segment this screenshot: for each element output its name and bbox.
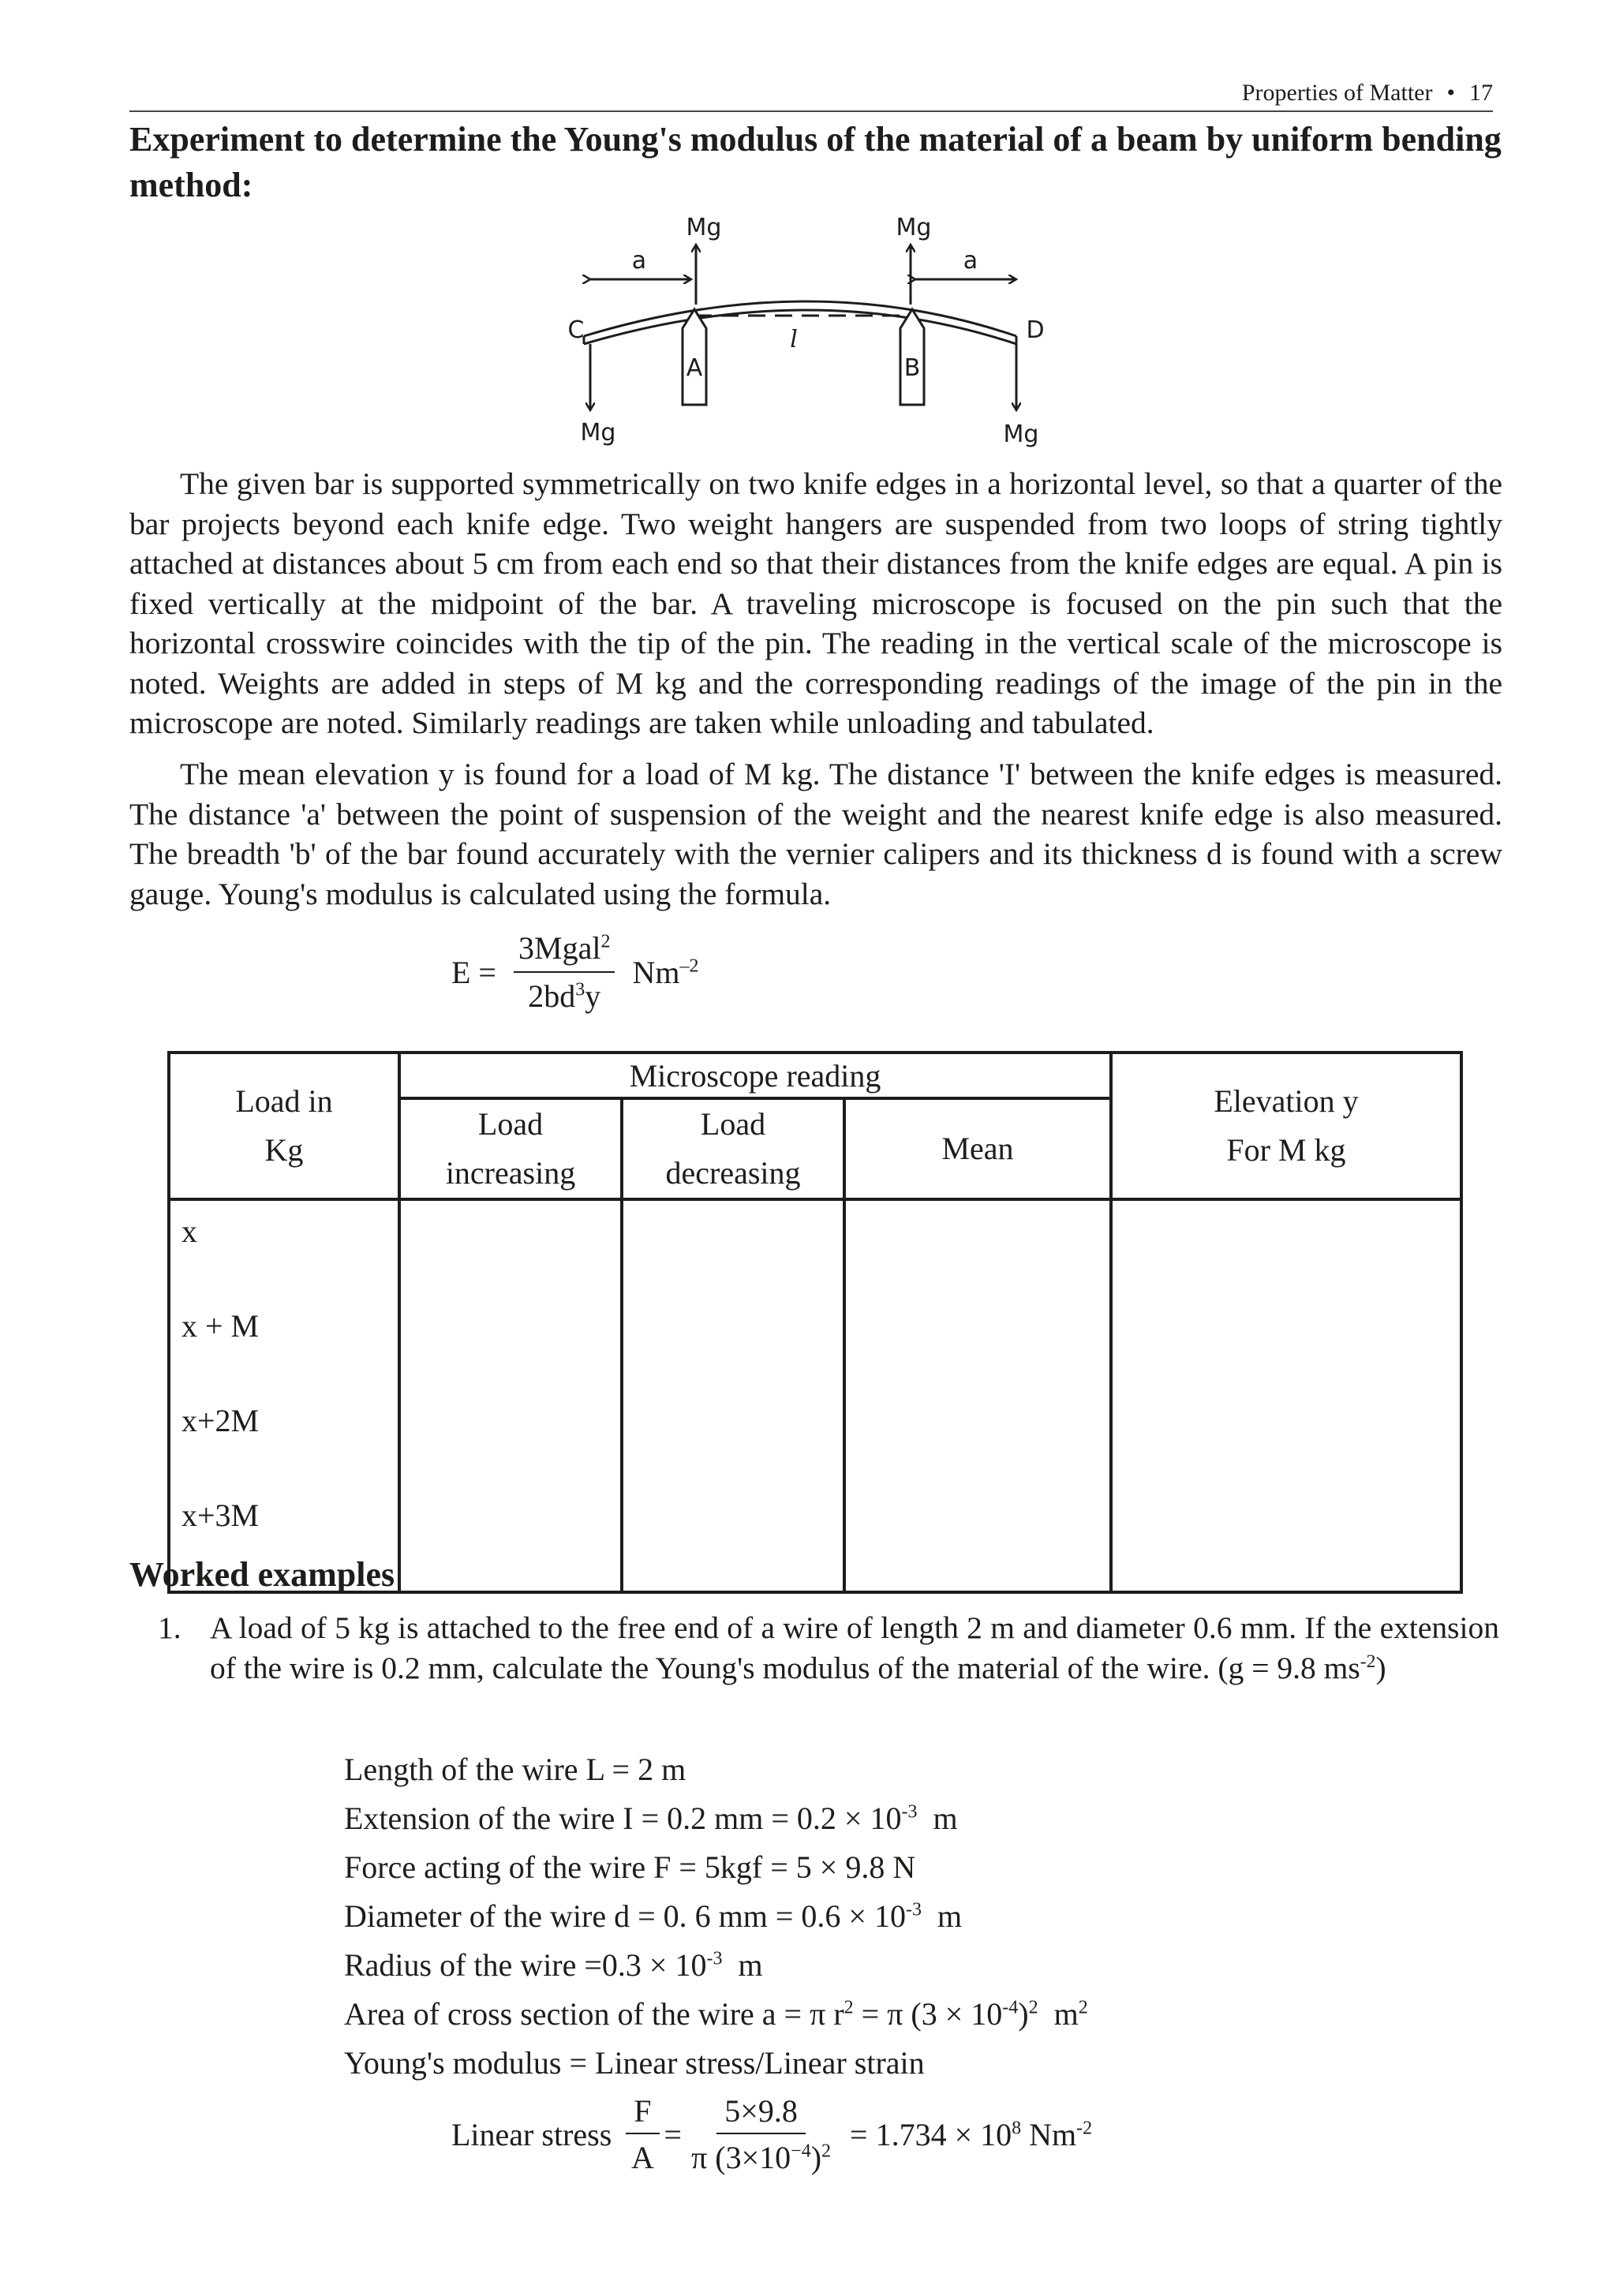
step-area: Area of cross section of the wire a = π $r^2 = \pi$ $(3 \times 10^{-4})^2$ $m^2$: [344, 1996, 1088, 2032]
formula-unit: $Nm^{-2}$: [632, 954, 699, 990]
formula-denominator: $2bd^3y$: [528, 978, 601, 1014]
observation-table: [167, 1051, 1463, 1594]
experiment-title: Experiment to determine the Young's modulus of the material of a beam by uniform bending method:: [129, 120, 1502, 204]
load-values-column: [169, 1199, 399, 1592]
bottom-left-mg: Mg: [580, 419, 616, 447]
beam-outline-lower: [584, 310, 1016, 344]
col-header-elevation: Elevation y For M kg: [1111, 1053, 1461, 1199]
step-extension: Extension of the wire I = 0.2 mm = $0.2 \times 10^{-3}$ m: [344, 1801, 958, 1836]
step-radius: Radius of the wire $=0.3 \times 10^{-3}$ m: [344, 1947, 763, 1983]
section-title: Properties of Matter: [1241, 80, 1433, 106]
bottom-right-mg: Mg: [1003, 421, 1039, 448]
table-row: x+3M: [181, 1498, 260, 1533]
formula-lhs: E =: [451, 954, 496, 990]
stress-result: = $1.734 \times 10^8$ $Nm^{-2}$: [850, 2116, 1093, 2152]
col-header-mean: Mean: [844, 1098, 1111, 1199]
step-youngs-modulus: Young's modulus = Linear stress/Linear strain: [344, 2045, 925, 2081]
col-header-decreasing: Load decreasing: [622, 1098, 844, 1199]
top-right-mg: Mg: [896, 214, 932, 241]
mean-column-cells: [844, 1199, 1111, 1592]
col-header-microscope: Microscope reading: [399, 1053, 1111, 1098]
formula-fraction: [514, 929, 615, 1015]
worked-example-1: [158, 1608, 1499, 1688]
linear-stress-equation: [451, 2092, 1092, 2176]
increasing-column-cells: [399, 1199, 622, 1592]
distance-a-left-label: a: [631, 247, 647, 275]
span-label: l: [790, 326, 798, 353]
page-number: 17: [1469, 80, 1493, 106]
distance-a-right-label: a: [963, 247, 978, 275]
end-c-label: C: [567, 316, 585, 344]
decreasing-column-cells: [622, 1199, 844, 1592]
procedure-paragraph: The given bar is supported symmetrically on two knife edges in a horizontal level, so that a quarter of the bar projects beyond each knife edge. Two weight hangers are suspended from two loops of string tightly attached at distances about 5 cm from each end so that their distances from the knife edges are equal. A pin is fixed vertically at the midpoint of the bar. A traveling microscope is focused on the pin such that the horizontal crosswire coincides with the tip of the pin. The reading in the vertical scale of the microscope is noted. Weights are added in steps of M kg and the corresponding readings of the image of the pin in the microscope are noted. Similarly readings are taken while unloading and tabulated.: [129, 466, 1502, 740]
top-left-mg: Mg: [686, 214, 722, 241]
stress-label: Linear stress: [451, 2116, 612, 2152]
example-number: 1.: [158, 1610, 181, 1645]
beam-outline: [584, 301, 1016, 336]
knife-b-label: B: [903, 354, 921, 382]
solution-steps: [344, 1745, 1088, 2088]
header-bullet: •: [1446, 80, 1455, 106]
table-row: x + M: [181, 1308, 260, 1344]
stress-value-fraction: $\frac{5\times 9.8}{\pi (3\times 10^{-4})^2}$: [691, 2093, 832, 2175]
step-force: Force acting of the wire F = 5kgf = 5 × 9.8 N: [344, 1849, 916, 1885]
stress-equals: =: [664, 2116, 683, 2152]
formula-numerator: 3Mgal$^2$: [514, 929, 615, 973]
elevation-column-cells: [1111, 1199, 1461, 1592]
col-header-load: Load in Kg: [169, 1053, 399, 1199]
uniform-bending-diagram: [552, 211, 1089, 448]
step-length: Length of the wire L = 2 m: [344, 1752, 686, 1787]
example-question: A load of 5 kg is attached to the free end of a wire of length 2 m and diameter 0.6 mm. If the extension of the wire is 0.2 mm, calculate the Young's modulus of the material of the wire. (g = 9.8 $ms^{-2}$): [210, 1610, 1499, 1685]
f-over-a-fraction: $\frac{F}{A}$: [626, 2092, 659, 2176]
youngs-modulus-formula: [451, 925, 698, 1019]
worked-examples-heading: Worked examples: [129, 1555, 395, 1594]
step-diameter: Diameter of the wire d = 0. 6 mm = $0.6 \times 10^{-3}$ m: [344, 1898, 963, 1934]
running-header: [129, 76, 1493, 112]
table-row: x: [181, 1213, 197, 1249]
table-row: x+2M: [181, 1403, 260, 1438]
end-d-label: D: [1026, 316, 1045, 344]
calculation-paragraph: The mean elevation y is found for a load of M kg. The distance 'I' between the knife edges is measured. The distance 'a' between the point of suspension of the weight and the nearest knife edge is also measured. The breadth 'b' of the bar found accurately with the vernier calipers and its thickness d is found with a screw gauge. Young's modulus is calculated using the formula.: [129, 757, 1502, 911]
knife-a-label: A: [686, 354, 703, 382]
col-header-increasing: Load increasing: [399, 1098, 622, 1199]
